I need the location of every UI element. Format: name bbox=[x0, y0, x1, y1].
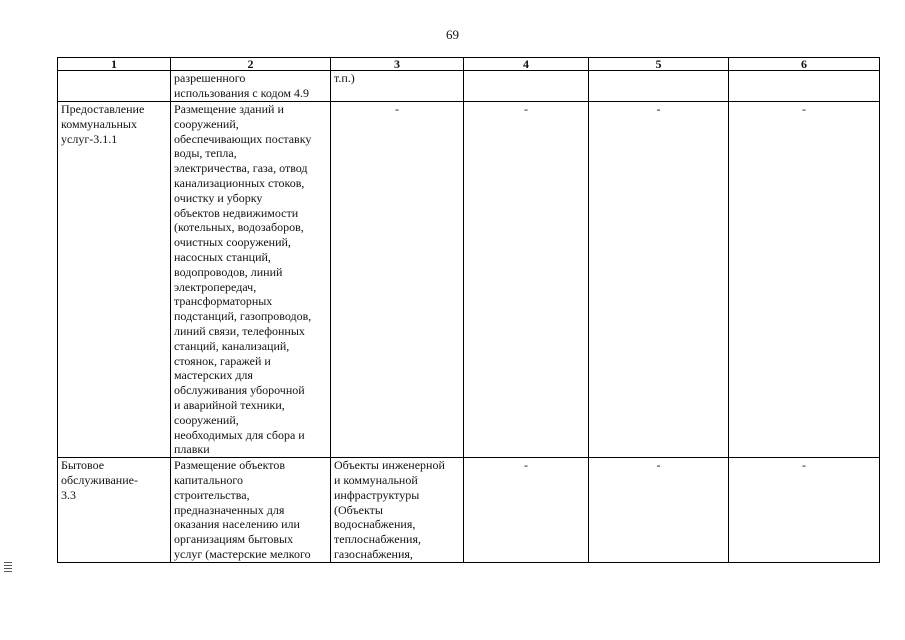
cell-text: разрешенного использования с кодом 4.9 bbox=[174, 71, 310, 100]
column-header-5: 5 bbox=[589, 58, 729, 71]
column-header-1: 1 bbox=[58, 58, 171, 71]
table-row bbox=[58, 71, 880, 102]
table-row bbox=[58, 458, 880, 563]
column-header-6: 6 bbox=[729, 58, 880, 71]
table-cell bbox=[331, 71, 464, 102]
cell-text: - bbox=[656, 102, 661, 116]
page-number: 69 bbox=[446, 27, 459, 42]
column-header-4: 4 bbox=[464, 58, 589, 71]
table-cell bbox=[589, 458, 729, 563]
table-cell bbox=[729, 102, 880, 458]
cell-text: Предоставление коммунальных услуг-3.1.1 bbox=[61, 102, 145, 146]
table-cell bbox=[589, 71, 729, 102]
table-cell bbox=[464, 71, 589, 102]
binding-mark bbox=[4, 562, 12, 576]
table-cell bbox=[331, 458, 464, 563]
table-cell bbox=[171, 458, 331, 563]
table-cell bbox=[58, 458, 171, 563]
cell-text: Бытовое обслуживание- 3.3 bbox=[61, 458, 138, 502]
land-use-table bbox=[57, 57, 880, 563]
column-header-2: 2 bbox=[171, 58, 331, 71]
table-cell bbox=[729, 458, 880, 563]
column-header-3: 3 bbox=[331, 58, 464, 71]
cell-text: - bbox=[524, 102, 528, 116]
table-cell bbox=[58, 102, 171, 458]
table-cell bbox=[171, 102, 331, 458]
table-cell bbox=[58, 71, 171, 102]
table-cell bbox=[729, 71, 880, 102]
cell-text: т.п.) bbox=[334, 71, 355, 85]
table-cell bbox=[331, 102, 464, 458]
cell-text: - bbox=[802, 458, 806, 473]
cell-text: - bbox=[524, 458, 528, 473]
table-cell bbox=[464, 102, 589, 458]
cell-text: Размещение объектов капитального строительства, предназначенных для оказания населению или организациям бытовых услуг (мастерские мелкого bbox=[174, 458, 311, 561]
table-row bbox=[58, 102, 880, 458]
header-row bbox=[58, 58, 880, 71]
cell-text: - bbox=[656, 458, 661, 473]
cell-text: Объекты инженерной и коммунальной инфраструктуры (Объекты водоснабжения, теплоснабжения, газоснабжения, bbox=[334, 458, 445, 561]
table-cell bbox=[464, 458, 589, 563]
table-cell bbox=[589, 102, 729, 458]
cell-text: - bbox=[802, 102, 806, 116]
cell-text: Размещение зданий и сооружений, обеспечивающих поставку воды, тепла, электричества, газа, отвод канализационных стоков, очистку и уборку объектов недвижимости (котельных, водозаборов, очистных сооружений, насосных станций, водопроводов, линий электропередач, трансформаторных подстанций, газопроводов, линий связи, телефонных станций, канализаций, стоянок, гаражей и мастерских для обслуживания уборочной и аварийной техники, сооружений, необходимых для сбора и плавки bbox=[174, 102, 312, 457]
table-cell bbox=[171, 71, 331, 102]
cell-text: - bbox=[395, 102, 399, 116]
